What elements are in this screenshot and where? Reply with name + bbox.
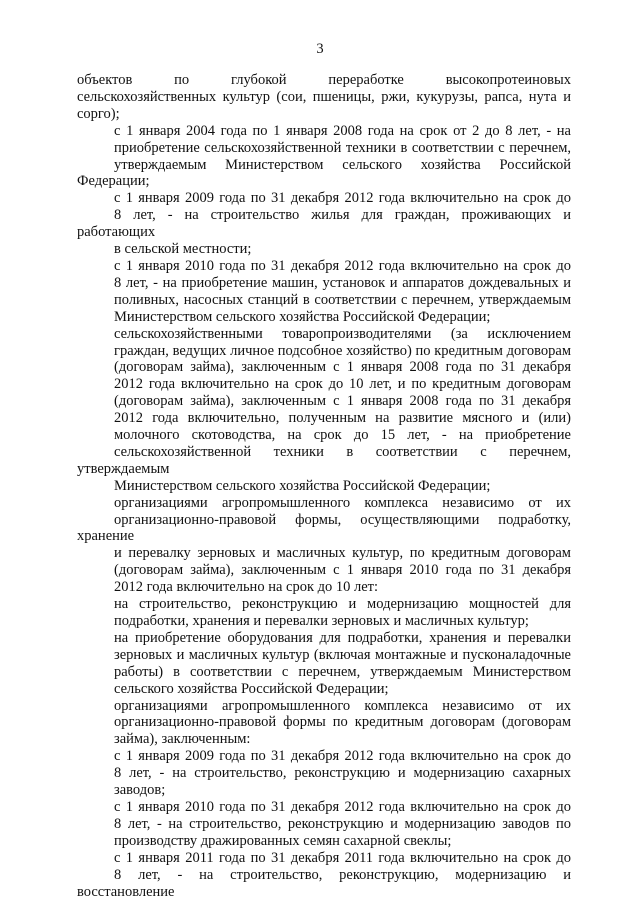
text-line: (договорам займа), заключенным с 1 января 2008 года по 31 декабря xyxy=(114,393,571,410)
text-line: организационно-правовой формы, осуществляющими подработку, хранение xyxy=(77,511,571,545)
text-line: молочного скотоводства, на срок до 15 лет, - на приобретение xyxy=(114,427,571,444)
text-line: 8 лет, - на строительство, реконструкцию и модернизацию заводов по xyxy=(114,815,571,832)
paragraph xyxy=(77,72,571,123)
text-line: организациями агропромышленного комплекса независимо от их xyxy=(114,494,571,511)
text-line: заводов; xyxy=(114,782,166,799)
text-line: 8 лет, - на строительство, реконструкцию и модернизацию сахарных xyxy=(114,765,571,782)
text-line: с 1 января 2010 года по 31 декабря 2012 года включительно на срок до xyxy=(114,798,571,815)
text-line: 8 лет, - на строительство жилья для граждан, проживающих и работающих xyxy=(77,207,571,241)
text-line: на приобретение оборудования для подработки, хранения и перевалки xyxy=(114,629,571,646)
text-line: на строительство, реконструкцию и модернизацию мощностей для xyxy=(114,596,571,613)
paragraph xyxy=(77,326,571,495)
text-line: (договорам займа), заключенным с 1 января 2010 года по 31 декабря xyxy=(114,562,571,579)
text-line: Министерством сельского хозяйства Российской Федерации; xyxy=(114,308,491,325)
text-line: 2012 года включительно на срок до 10 лет: xyxy=(114,579,379,596)
text-line: сельскохозяйственными товаропроизводителями (за исключением xyxy=(114,325,571,342)
text-line: и перевалку зерновых и масличных культур, по кредитным договорам xyxy=(114,545,571,562)
text-line: сельскохозяйственной техники в соответствии с перечнем, утверждаемым xyxy=(77,443,571,477)
text-line: с 1 января 2009 года по 31 декабря 2012 года включительно на срок до xyxy=(114,748,571,765)
page-number: 3 xyxy=(316,41,324,57)
text-line: с 1 января 2009 года по 31 декабря 2012 года включительно на срок до xyxy=(114,190,571,207)
text-line: объектов по глубокой переработке высокопротеиновых xyxy=(77,72,571,88)
text-line: утверждаемым Министерством сельского хозяйства Российской Федерации; xyxy=(77,156,571,190)
text-line: сельского хозяйства Российской Федерации; xyxy=(114,680,389,697)
text-line: (договорам займа), заключенным с 1 января 2008 года по 31 декабря xyxy=(114,359,571,376)
text-line: организационно-правовой формы по кредитным договорам (договорам xyxy=(114,714,571,731)
text-line: 8 лет, - на строительство, реконструкцию, модернизацию и восстановление xyxy=(77,866,571,900)
text-line: Министерством сельского хозяйства Российской Федерации; xyxy=(114,477,491,494)
paragraph xyxy=(77,596,571,630)
text-line: производству дражированных семян сахарной свеклы; xyxy=(114,832,452,849)
text-line: сорго); xyxy=(77,105,120,122)
paragraph xyxy=(77,630,571,698)
paragraph xyxy=(77,698,571,749)
document-body xyxy=(77,72,571,900)
paragraph xyxy=(77,799,571,850)
text-line: с 1 января 2010 года по 31 декабря 2012 года включительно на срок до xyxy=(114,257,571,274)
text-line: граждан, ведущих личное подсобное хозяйство) по кредитным договорам xyxy=(114,342,571,359)
paragraph xyxy=(77,190,571,258)
text-line: подработки, хранения и перевалки зерновых и масличных культур; xyxy=(114,613,529,629)
paragraph xyxy=(77,495,571,596)
text-line: организациями агропромышленного комплекса независимо от их xyxy=(114,697,571,714)
text-line: 2012 года включительно, полученным на развитие мясного и (или) xyxy=(114,410,571,427)
text-line: приобретение сельскохозяйственной техники в соответствии с перечнем, xyxy=(114,139,571,156)
paragraph xyxy=(77,850,571,901)
text-line: зерновых и масличных культур (включая монтажные и пусконаладочные xyxy=(114,646,571,663)
text-line: в сельской местности; xyxy=(114,241,252,258)
paragraph xyxy=(77,748,571,799)
text-line: 2012 года включительно на срок до 10 лет, и по кредитным договорам xyxy=(114,376,571,393)
text-line: 8 лет, - на приобретение машин, установок и аппаратов дождевальных и xyxy=(114,274,571,291)
text-line: сельскохозяйственных культур (сои, пшеницы, ржи, кукурузы, рапса, нута и xyxy=(77,88,571,105)
text-line: займа), заключенным: xyxy=(114,731,251,748)
text-line: с 1 января 2004 года по 1 января 2008 года на срок от 2 до 8 лет, - на xyxy=(114,122,571,139)
paragraph xyxy=(77,258,571,326)
text-line: поливных, насосных станций в соответствии с перечнем, утверждаемым xyxy=(114,291,571,308)
paragraph xyxy=(77,123,571,191)
text-line: работы) в соответствии с перечнем, утверждаемым Министерством xyxy=(114,663,571,680)
text-line: с 1 января 2011 года по 31 декабря 2011 года включительно на срок до xyxy=(114,849,571,866)
